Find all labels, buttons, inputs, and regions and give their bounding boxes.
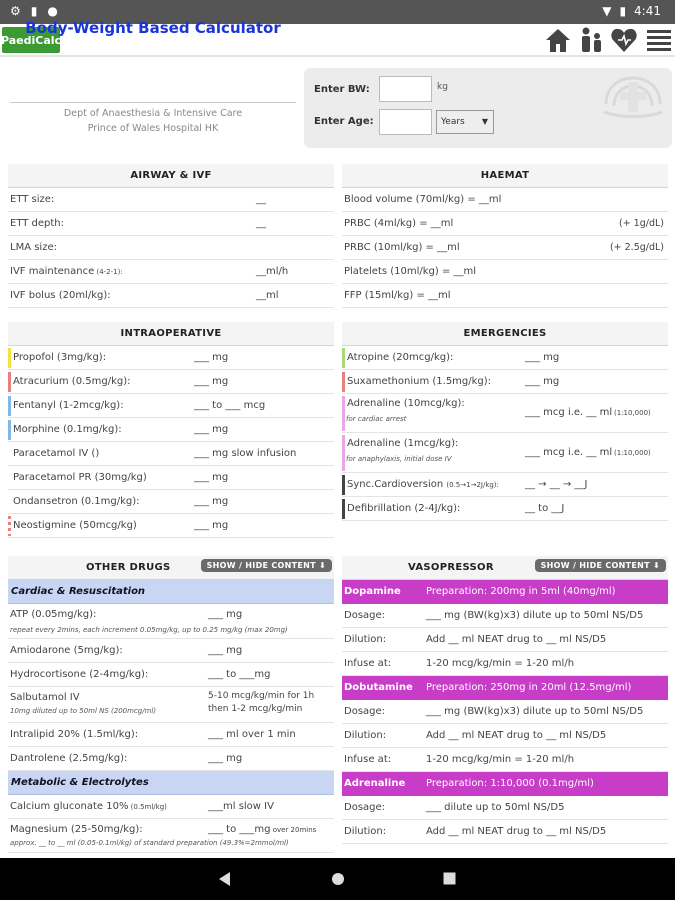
table-row: Ondansetron (0.1mg/kg): ___ mg [8,490,334,514]
table-row: Suxamethonium (1.5mg/kg): ___ mg [342,370,668,394]
table-row: Propofol (3mg/kg): ___ mg [8,346,334,370]
heart-icon[interactable] [610,26,638,54]
category-metabolic: Metabolic & Electrolytes [8,771,334,795]
table-row: Infuse at: 1-20 mcg/kg/min = 1-20 ml/h [342,652,668,676]
table-row: PRBC (4ml/kg) = __ml (+ 1g/dL) [342,212,668,236]
color-bar [342,396,345,431]
hospital-crest-icon [600,74,666,118]
color-bar [8,348,11,368]
navigation-bar [0,858,675,900]
family-icon[interactable] [578,26,606,54]
table-row: Morphine (0.1mg/kg): ___ mg [8,418,334,442]
table-row: Dilution: Add __ ml NEAT drug to __ ml NS/D5 [342,724,668,748]
table-row: IVF maintenance (4-2-1): __ml/h [8,260,334,284]
wifi-icon: ▼ [602,4,612,18]
table-row: Dilution: Add __ ml NEAT drug to __ ml NS/D5 [342,628,668,652]
table-row: Blood volume (70ml/kg) = __ml [342,188,668,212]
table-row: Atropine (20mcg/kg): ___ mg [342,346,668,370]
table-row: Dosage: ___ mg (BW(kg)x3) dilute up to 50ml NS/D5 [342,604,668,628]
battery-icon: ▮ [619,4,627,18]
bw-input[interactable] [379,76,432,102]
table-row: Defibrillation (2-4J/kg): __ to __J [342,497,668,521]
airway-section [8,164,334,308]
table-row: ETT size: __ [8,188,334,212]
table-row: Platelets (10ml/kg) = __ml [342,260,668,284]
age-label: Enter Age: [314,116,374,127]
category-cardiac: Cardiac & Resuscitation [8,580,334,604]
age-input[interactable] [379,109,432,135]
circle-icon: ● [47,4,58,18]
age-unit-select[interactable]: Years ▼ [436,110,494,134]
color-bar [342,348,345,368]
show-hide-button[interactable]: SHOW / HIDE CONTENT ⬇ [201,559,332,572]
emergencies-header: EMERGENCIES [342,322,668,346]
color-bar [8,420,11,440]
table-row: Intralipid 20% (1.5ml/kg): ___ ml over 1 min [8,723,334,747]
table-row: Dosage: ___ dilute up to 50ml NS/D5 [342,796,668,820]
table-row: Adrenaline (10mcg/kg): for cardiac arrest ___ mcg i.e. __ ml (1:10,000) [342,394,668,433]
back-icon[interactable] [219,872,231,886]
emergencies-section [342,322,668,521]
color-bar [342,435,345,471]
color-bar [8,396,11,416]
table-row: Calcium gluconate 10% (0.5ml/kg) ___ml slow IV [8,795,334,819]
table-row: Fentanyl (1-2mcg/kg): ___ to ___ mcg [8,394,334,418]
home-icon[interactable] [544,26,572,54]
table-row: Dantrolene (2.5mg/kg): ___ mg [8,747,334,771]
vasopressor-dopamine: Dopamine Preparation: 200mg in 5ml (40mg/ml) [342,580,668,604]
color-bar [8,516,11,536]
app-logo[interactable]: PaediCalc [2,27,60,53]
table-row: Sync.Cardioversion (0.5→1→2J/kg): __ → __ → __J [342,473,668,497]
title-divider [10,102,296,103]
clock: 4:41 [634,4,661,18]
table-row: Hydrocortisone (2-4mg/kg): ___ to ___mg [8,663,334,687]
table-row: IVF bolus (20ml/kg): __ml [8,284,334,308]
dropdown-arrow-icon: ▼ [481,117,488,126]
table-row: ATP (0.05mg/kg): repeat every 2mins, each increment 0.05mg/kg, up to 0.25 mg/kg (max 20mg) ___ mg [8,604,334,639]
airway-header: AIRWAY & IVF [8,164,334,188]
table-row: Adrenaline (1mcg/kg): for anaphylaxis, initial dose IV ___ mcg i.e. __ ml (1:10,000) [342,433,668,473]
table-row: PRBC (10ml/kg) = __ml (+ 2.5g/dL) [342,236,668,260]
vasopressor-adrenaline: Adrenaline Preparation: 1:10,000 (0.1mg/ml) [342,772,668,796]
vasopressor-header: VASOPRESSOR SHOW / HIDE CONTENT ⬇ [342,556,668,580]
other-drugs-section [8,556,334,853]
bw-label: Enter BW: [314,84,370,95]
color-bar [342,475,345,495]
color-bar [342,499,345,519]
color-bar [8,372,11,392]
table-row: Dilution: Add __ ml NEAT drug to __ ml NS/D5 [342,820,668,844]
table-row: LMA size: [8,236,334,260]
table-row: Magnesium (25-50mg/kg): approx. __ to __ ml (0.05-0.1ml/kg) of standard preparation (49.3%=2mmol/ml) ___ to ___mg over 20mins [8,819,334,853]
table-row: Atracurium (0.5mg/kg): ___ mg [8,370,334,394]
bw-unit: kg [437,82,448,92]
table-row: Paracetamol IV () ___ mg slow infusion [8,442,334,466]
table-row: Dosage: ___ mg (BW(kg)x3) dilute up to 50ml NS/D5 [342,700,668,724]
table-row: Infuse at: 1-20 mcg/kg/min = 1-20 ml/h [342,748,668,772]
table-row: Salbutamol IV 10mg diluted up to 50ml NS (200mcg/ml) 5-10 mcg/kg/min for 1h then 1-2 mcg/kg/min [8,687,334,723]
sd-card-icon: ▮ [30,4,38,18]
haemat-header: HAEMAT [342,164,668,188]
vasopressor-section [342,556,668,844]
home-nav-icon[interactable] [331,872,345,886]
intraop-section [8,322,334,538]
page-title: Body-Weight Based Calculator [25,19,281,37]
table-row: ETT depth: __ [8,212,334,236]
gear-icon: ⚙ [10,4,21,18]
table-row: Neostigmine (50mcg/kg) ___ mg [8,514,334,538]
menu-icon[interactable] [645,26,673,54]
color-bar [342,372,345,392]
table-row: Paracetamol PR (30mg/kg) ___ mg [8,466,334,490]
vasopressor-dobutamine: Dobutamine Preparation: 250mg in 20ml (12.5mg/ml) [342,676,668,700]
intraop-header: INTRAOPERATIVE [8,322,334,346]
other-drugs-header: OTHER DRUGS SHOW / HIDE CONTENT ⬇ [8,556,334,580]
show-hide-button[interactable]: SHOW / HIDE CONTENT ⬇ [535,559,666,572]
haemat-section [342,164,668,308]
table-row: FFP (15ml/kg) = __ml [342,284,668,308]
department-text: Dept of Anaesthesia & Intensive Care Prince of Wales Hospital HK [63,108,243,134]
recents-icon[interactable] [443,872,456,885]
table-row: Amiodarone (5mg/kg): ___ mg [8,639,334,663]
